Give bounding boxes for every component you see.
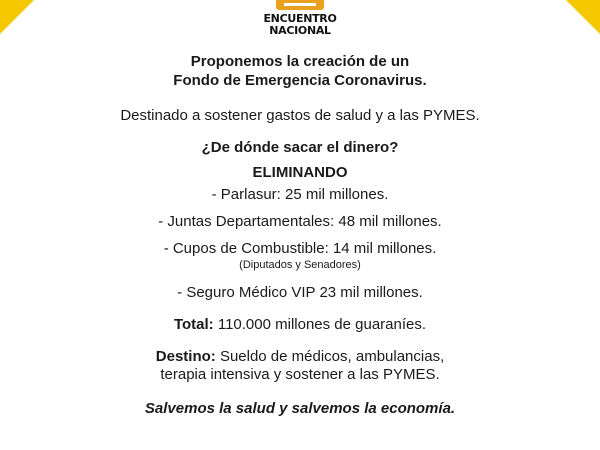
list-item-seguro: - Seguro Médico VIP 23 mil millones. bbox=[177, 284, 423, 301]
destination-line-2: terapia intensiva y sostener a las PYMES. bbox=[160, 366, 440, 383]
total-line bbox=[0, 316, 600, 334]
list-item-parlasur: - Parlasur: 25 mil millones. bbox=[211, 186, 389, 203]
subtitle: Destinado a sostener gastos de salud y a las PYMES. bbox=[120, 107, 480, 124]
total-value: 110.000 millones de guaraníes. bbox=[217, 316, 427, 333]
list-item-cupos-note: (Diputados y Senadores) bbox=[239, 259, 361, 271]
destination-label: Destino: bbox=[155, 348, 216, 365]
destination-line-1 bbox=[0, 348, 600, 366]
slogan: Salvemos la salud y salvemos la economía. bbox=[144, 400, 456, 417]
headline-line-1: Proponemos la creación de un bbox=[190, 53, 410, 70]
list-item-cupos: - Cupos de Combustible: 14 mil millones. bbox=[163, 240, 437, 257]
logo-mark-icon bbox=[276, 0, 324, 10]
list-item-juntas: - Juntas Departamentales: 48 mil millones. bbox=[158, 213, 442, 230]
logo-line-1: ENCUENTRO bbox=[263, 12, 337, 25]
question: ¿De dónde sacar el dinero? bbox=[201, 139, 399, 156]
destination-text-1: Sueldo de médicos, ambulancias, bbox=[219, 348, 445, 365]
headline-line-2: Fondo de Emergencia Coronavirus. bbox=[173, 72, 427, 89]
section-title: ELIMINANDO bbox=[252, 164, 348, 181]
total-label: Total: bbox=[173, 316, 214, 333]
logo-line-2: NACIONAL bbox=[269, 24, 331, 37]
